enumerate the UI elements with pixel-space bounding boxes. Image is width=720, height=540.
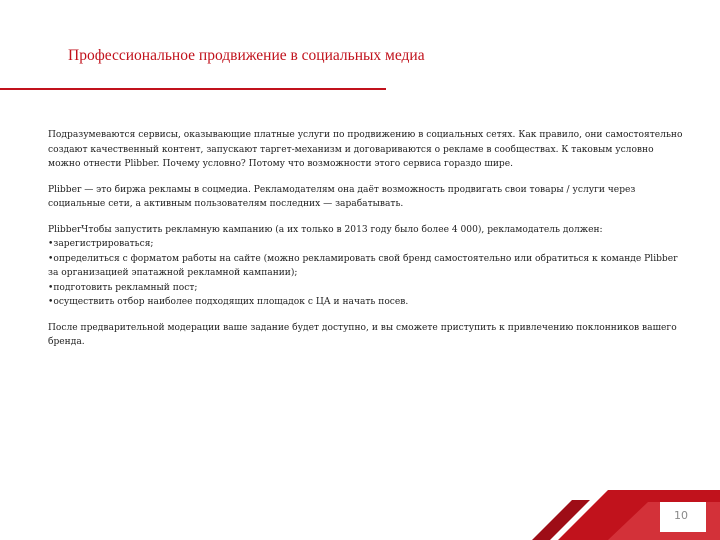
paragraph-moderation: После предварительной модерации ваше задание будет доступно, и вы сможете приступить к привлечению поклонников вашего бренда.: [48, 322, 677, 347]
step-item: •зарегистрироваться;: [48, 239, 154, 249]
paragraph-services: Подразумеваются сервисы, оказывающие платные услуги по продвижению в социальных сетях. Как правило, они самостоятельно создают качественный контент, запускают таргет-механизм и договариваются о рекламе в сообществах. К таковым условно можно отнести Plibber. Почему условно? Потому что возможности этого сервиса гораздо шире.: [48, 130, 683, 169]
step-item: •подготовить рекламный пост;: [48, 282, 198, 293]
step-item: •осуществить отбор наиболее подходящих площадок с ЦА и начать посев.: [48, 297, 409, 307]
page-number: 10: [674, 509, 688, 522]
steps-intro: PlibberЧтобы запустить рекламную кампанию (а их только в 2013 году было более 4 000), рекламодатель должен:: [48, 224, 603, 235]
slide-body: [48, 128, 684, 361]
paragraph-steps: [48, 223, 684, 310]
corner-decoration: [520, 490, 720, 540]
title-divider: [0, 88, 386, 90]
step-item: •определиться с форматом работы на сайте (можно рекламировать свой бренд самостоятельно или обратиться к команде Plibber за организацией эпатажной рекламной кампании);: [48, 253, 678, 278]
paragraph-plibber: Plibber — это биржа рекламы в соцмедиа. Рекламодателям она даёт возможность продвигать свои товары / услуги через социальные сети, а активным пользователям последних — зарабатывать.: [48, 184, 636, 209]
slide-title: Профессиональное продвижение в социальных медиа: [68, 47, 425, 64]
